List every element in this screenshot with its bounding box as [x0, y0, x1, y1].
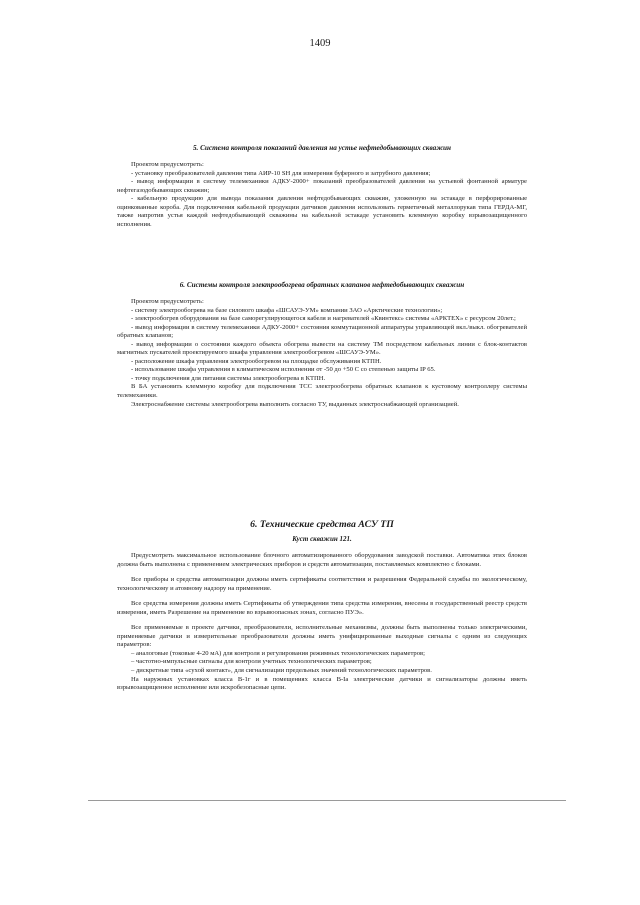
section-6-item: - точку подключения для питания системы электрообогрева в КТПН.: [131, 374, 326, 382]
chapter-6: [117, 519, 527, 693]
section-5-intro: Проектом предусмотреть:: [131, 161, 204, 168]
page-number: 1409: [309, 38, 331, 49]
section-6-title: 6. Системы контроля электрообогрева обратных клапанов нефтедобывающих скважин: [179, 281, 465, 289]
chapter-paragraph: Предусмотреть максимальное использование блочного автоматизированного оборудования заводской поставки. Автоматика этих блоков должна быть выполнена с применением электрических приборов и средств автоматизации, поставляемых комплектно с блоками.: [117, 552, 527, 568]
chapter-paragraph: Все средства измерения должны иметь Сертификаты об утверждении типа средства измерения, внесены в государственный реестр средств измерения, иметь Разрешение на применение во взрывоопасных зонах, согласно ПУЭ».: [117, 600, 527, 616]
section-5: [117, 144, 527, 229]
chapter-list-item: – дискретные типа «сухой контакт», для сигнализации предельных значений технологических параметров.: [131, 667, 432, 675]
chapter-paragraph: Все приборы и средства автоматизации должны иметь сертификаты соответствия и разрешения Федеральной службы по экологическому, технологическому и атомному надзору на применение.: [117, 576, 527, 592]
section-6-item: - использование шкафа управления в климатическом исполнении от -50 до +50 С со степенью защиты IP 65.: [131, 366, 436, 374]
chapter-subtitle: Куст скважин 121.: [292, 535, 352, 543]
chapter-title: 6. Технические средства АСУ ТП: [250, 519, 394, 530]
section-5-item: - установку преобразователей давления типа АИР-10 SH для измерения буферного и затрубного давления;: [131, 169, 431, 177]
chapter-final-paragraph: На наружных установках класса В-1г и в помещениях класса В-Iа электрические датчики и сигнализаторы должны иметь взрывозащищенное исполнение или искробезопасные цепи.: [117, 675, 527, 692]
section-5-item: - вывод информации в систему телемеханики АДКУ-2000+ показаний преобразователей давления на устьевой фонтанной арматуре нефтегазодобывающих скважин;: [117, 178, 527, 194]
section-6-intro: Проектом предусмотреть:: [131, 298, 204, 305]
section-6-item: Электроснабжение системы электрообогрева выполнить согласно ТУ, выданных электроснабжающей организацией.: [131, 400, 459, 408]
section-6: [117, 281, 527, 409]
section-6-item: - расположение шкафа управления электрообогревом на площадке обслуживания КТПН.: [131, 357, 382, 365]
section-6-item: - электрообогрев оборудования на базе саморегулирующегося кабеля и нагревателей «Квинтекс» системы «АРКТЕХ» с ресурсом 20лет.;: [131, 315, 516, 323]
chapter-list-item: – частотно-импульсные сигналы для контроля учетных технологических параметров;: [131, 658, 372, 666]
section-6-item: В БА установить клеммную коробку для подключения ТСС электрообогрева обратных клапанов к кустовому контроллеру системы телемеханики.: [117, 383, 527, 400]
chapter-list-item: – аналоговые (токовые 4-20 мА) для контроля и регулирования режимных технологических параметров;: [131, 649, 425, 657]
section-5-title: 5. Система контроля показаний давления на устье нефтедобывающих скважин: [192, 144, 452, 152]
section-5-item: - кабельную продукцию для вывода показания давления нефтедобывающих скважин, уложенную на эстакаде в перфорированные оцинкованные короба. Для подключения кабельной продукции датчиков давления использовать герметичный металлорукав типа ГЕРДА-МГ, также напротив устья каждой нефтедобывающей скважины на кабельной эстакаде установить клеммную коробку взрывозащищенного исполнения.: [117, 195, 527, 228]
section-6-item: - вывод информации о состоянии каждого объекта обогрева вывести на систему ТМ посредством кабельных линии с блок-контактов магнитных пускателей проектируемого шкафа управления электрообогревом «ШСАУЭ-УМ».: [117, 340, 527, 357]
section-6-item: - вывод информации в систему телемеханики АДКУ-2000+ состояния коммутационной аппаратуры управляющей вкл./выкл. обогревателей обратных клапанов;: [117, 323, 527, 340]
bottom-divider: [88, 800, 566, 801]
section-6-item: - систему электрообогрева на базе силового шкафа «ШСАУЭ-УМ» компании ЗАО «Арктические технологии»;: [131, 306, 443, 314]
chapter-paragraph: Все применяемые в проекте датчики, преобразователи, исполнительные механизмы, должны быть выполнены только электрическими, применяемые датчики и измерительные преобразователи должны иметь унифицированные выходные сигналы с одним из следующих параметров:: [117, 624, 527, 649]
